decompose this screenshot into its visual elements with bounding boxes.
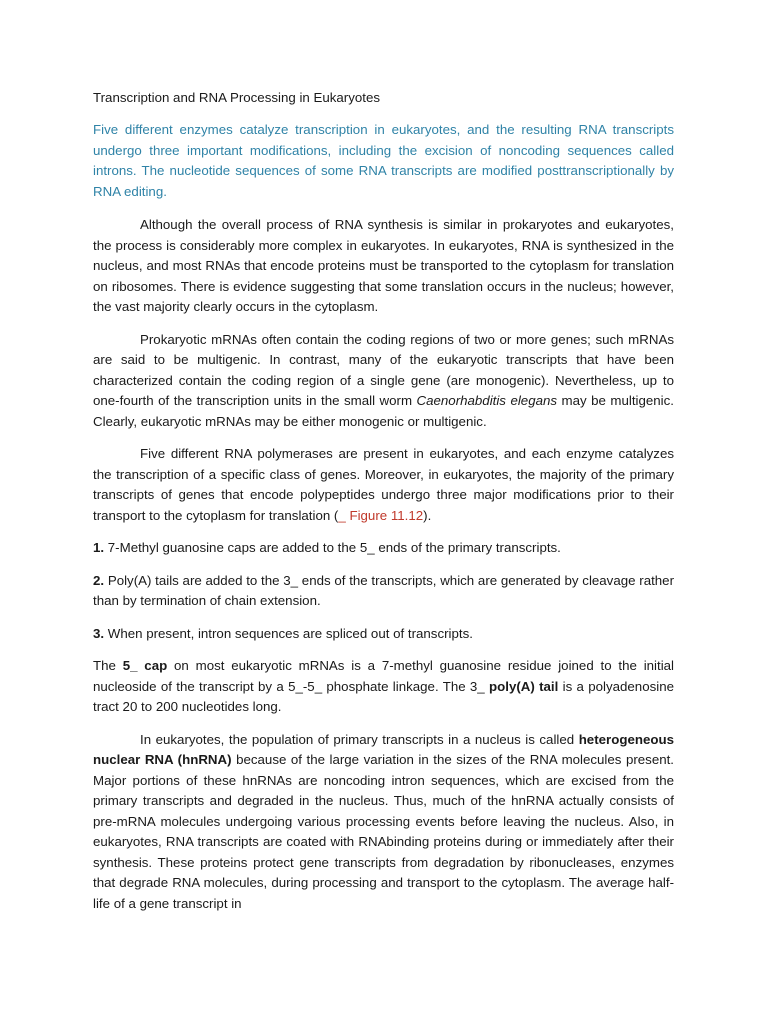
- list-item-2: [93, 571, 674, 612]
- list-item-3: [93, 624, 674, 645]
- paragraph-cap-tail: [93, 656, 674, 718]
- paragraph-text: ).: [423, 507, 432, 523]
- paragraph-rna-synthesis: Although the overall process of RNA synthesis is similar in prokaryotes and eukaryotes, the process is considerably more complex in eukaryotes. In eukaryotes, RNA is synthesized in the nucleus, and most RNAs that encode proteins must be transported to the cytoplasm for translation on ribosomes. There is evidence suggesting that some translation occurs in the nucleus; however, the vast majority clearly occurs in the cytoplasm.: [93, 217, 674, 314]
- paragraph-hnrna: [93, 730, 674, 915]
- paragraph-text: may be multigenic. Clearly, eukaryotic mRNAs may be either monogenic or multigenic.: [93, 393, 674, 429]
- paragraph-text: In eukaryotes, the population of primary transcripts in a nucleus is called: [140, 731, 579, 747]
- list-text: Poly(A) tails are added to the 3_ ends of the transcripts, which are generated by cleavage rather than by termination of chain extension.: [93, 572, 674, 608]
- list-number: 2.: [93, 572, 105, 588]
- paragraph-text: on most eukaryotic mRNAs is a 7-methyl guanosine residue joined to the initial nucleoside of the transcript by a 5_-5_ phosphate linkage. The 3_: [93, 658, 675, 694]
- paragraph-text: Prokaryotic mRNAs often contain the coding regions of two or more genes; such mRNAs are said to be multigenic. In contrast, many of the eukaryotic transcripts that have been characterized contain the coding region of a single gene (are monogenic). Nevertheless, up to one-fourth of the transcription units in the small worm: [93, 331, 674, 408]
- figure-link[interactable]: _ Figure 11.12: [338, 507, 424, 523]
- paragraph-text: The: [93, 658, 123, 673]
- paragraph-multigenic: [93, 330, 674, 433]
- species-name: Caenorhabditis elegans: [416, 393, 558, 408]
- paragraph-text: because of the large variation in the sizes of the RNA molecules present. Major portions of these hnRNAs are noncoding intron sequences, which are excised from the primary transcripts and degraded in the nucleus. Thus, much of the hnRNA actually consists of pre-mRNA molecules undergoing various processing events before leaving the nucleus. Also, in eukaryotes, RNA transcripts are coated with RNAbinding proteins during or immediately after their synthesis. These proteins protect gene transcripts from degradation by ribonucleases, enzymes that degrade RNA molecules, during processing and transport to the cytoplasm. The average half-life of a gene transcript in: [93, 752, 674, 911]
- paragraph-text: is a polyadenosine tract 20 to 200 nucleotides long.: [93, 678, 674, 714]
- list-text: 7-Methyl guanosine caps are added to the 5_ ends of the primary transcripts.: [104, 540, 561, 555]
- summary-paragraph: Five different enzymes catalyze transcription in eukaryotes, and the resulting RNA transcripts undergo three important modifications, including the excision of noncoding sequences called introns. The nucleotide sequences of some RNA transcripts are modified posttranscriptionally by RNA editing.: [93, 122, 674, 199]
- page-title: Transcription and RNA Processing in Eukaryotes: [93, 90, 380, 105]
- list-text: When present, intron sequences are spliced out of transcripts.: [104, 625, 473, 641]
- term-hnrna: heterogeneous nuclear RNA (hnRNA): [93, 731, 674, 767]
- list-item-1: [93, 538, 674, 559]
- term-cap: 5_ cap: [122, 658, 168, 673]
- paragraph-polymerases: [93, 444, 674, 526]
- paragraph-text: Five different RNA polymerases are present in eukaryotes, and each enzyme catalyzes the transcription of a specific class of genes. Moreover, in eukaryotes, the majority of the primary transcripts of genes that encode polypeptides undergo three major modifications prior to their transport to the cytoplasm for translation (: [93, 446, 674, 523]
- term-poly-a-tail: poly(A) tail: [489, 678, 559, 694]
- list-number: 1.: [93, 540, 105, 555]
- list-number: 3.: [93, 625, 105, 641]
